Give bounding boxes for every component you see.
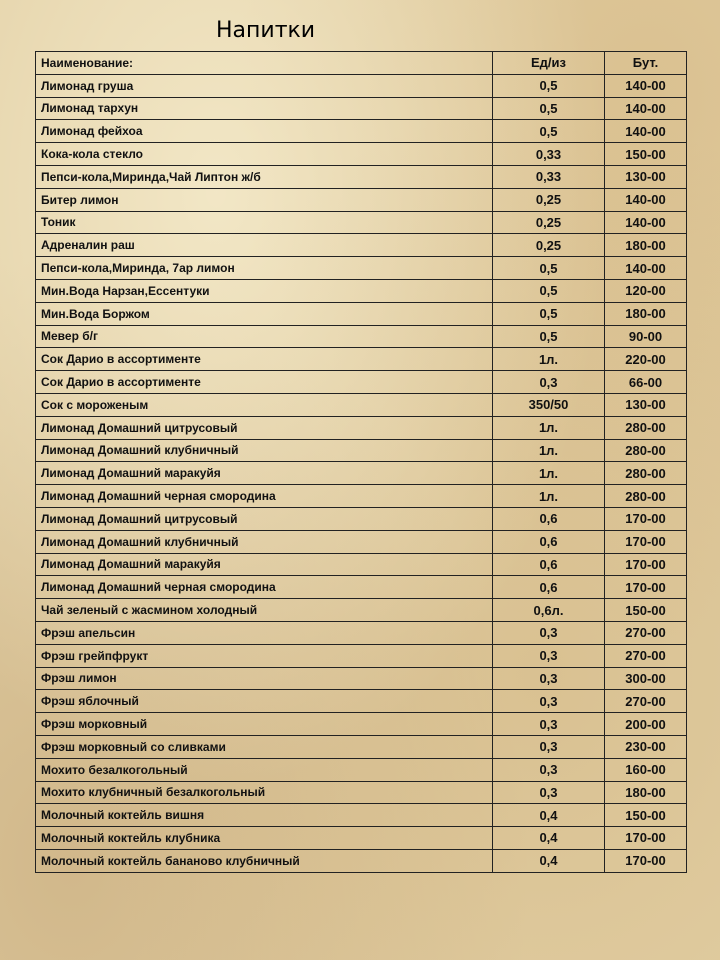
- drink-price: 300-00: [605, 667, 687, 690]
- drink-name: Лимонад Домашний маракуйя: [36, 553, 493, 576]
- table-row: [36, 302, 687, 325]
- drink-price: 270-00: [605, 690, 687, 713]
- drink-name: Пепси-кола,Миринда, 7ар лимон: [36, 257, 493, 280]
- drink-volume: 0,25: [493, 234, 605, 257]
- drink-price: 200-00: [605, 713, 687, 736]
- drink-volume: 350/50: [493, 393, 605, 416]
- table-row: [36, 758, 687, 781]
- drink-name: Тоник: [36, 211, 493, 234]
- drink-volume: 0,3: [493, 621, 605, 644]
- drink-price: 180-00: [605, 234, 687, 257]
- table-row: [36, 279, 687, 302]
- drink-volume: 0,33: [493, 143, 605, 166]
- table-row: [36, 530, 687, 553]
- drink-volume: 1л.: [493, 416, 605, 439]
- drink-name: Битер лимон: [36, 188, 493, 211]
- drink-volume: 0,33: [493, 165, 605, 188]
- drink-volume: 1л.: [493, 462, 605, 485]
- drink-volume: 0,25: [493, 211, 605, 234]
- drink-name: Мохито безалкогольный: [36, 758, 493, 781]
- table-row: [36, 690, 687, 713]
- drink-price: 170-00: [605, 530, 687, 553]
- drink-price: 140-00: [605, 188, 687, 211]
- drink-price: 280-00: [605, 485, 687, 508]
- drink-name: Чай зеленый с жасмином холодный: [36, 599, 493, 622]
- drink-name: Фрэш лимон: [36, 667, 493, 690]
- drink-volume: 0,4: [493, 849, 605, 872]
- table-row: [36, 462, 687, 485]
- drink-name: Лимонад Домашний клубничный: [36, 439, 493, 462]
- drink-volume: 1л.: [493, 439, 605, 462]
- drink-name: Мин.Вода Нарзан,Ессентуки: [36, 279, 493, 302]
- drink-name: Фрэш морковный со сливками: [36, 735, 493, 758]
- drink-name: Лимонад Домашний цитрусовый: [36, 507, 493, 530]
- drink-volume: 0,3: [493, 371, 605, 394]
- drink-name: Сок Дарио в ассортименте: [36, 348, 493, 371]
- drink-price: 280-00: [605, 439, 687, 462]
- table-row: [36, 621, 687, 644]
- table-row: [36, 348, 687, 371]
- drink-name: Молочный коктейль бананово клубничный: [36, 849, 493, 872]
- drink-volume: 0,3: [493, 667, 605, 690]
- drink-price: 220-00: [605, 348, 687, 371]
- drink-name: Лимонад тархун: [36, 97, 493, 120]
- drink-volume: 0,6: [493, 507, 605, 530]
- drink-name: Мин.Вода Боржом: [36, 302, 493, 325]
- drink-name: Сок с мороженым: [36, 393, 493, 416]
- drink-price: 170-00: [605, 507, 687, 530]
- table-row: [36, 325, 687, 348]
- table-row: [36, 371, 687, 394]
- table-row: [36, 74, 687, 97]
- table-row: [36, 165, 687, 188]
- table-row: [36, 211, 687, 234]
- drink-volume: 0,3: [493, 713, 605, 736]
- table-row: [36, 781, 687, 804]
- header-name: Наименование:: [36, 52, 493, 75]
- table-row: [36, 804, 687, 827]
- table-row: [36, 827, 687, 850]
- table-row: [36, 120, 687, 143]
- drink-price: 270-00: [605, 621, 687, 644]
- drink-price: 280-00: [605, 416, 687, 439]
- drink-volume: 0,5: [493, 120, 605, 143]
- drink-name: Сок Дарио в ассортименте: [36, 371, 493, 394]
- table-row: [36, 713, 687, 736]
- table-row: [36, 485, 687, 508]
- drink-price: 130-00: [605, 393, 687, 416]
- table-row: [36, 143, 687, 166]
- drink-price: 170-00: [605, 576, 687, 599]
- drink-name: Пепси-кола,Миринда,Чай Липтон ж/б: [36, 165, 493, 188]
- drink-price: 150-00: [605, 599, 687, 622]
- page-title: Напитки: [216, 18, 316, 43]
- drink-volume: 0,3: [493, 781, 605, 804]
- drink-price: 180-00: [605, 781, 687, 804]
- header-unit: Ед/из: [493, 52, 605, 75]
- drink-name: Лимонад Домашний маракуйя: [36, 462, 493, 485]
- drink-volume: 0,3: [493, 690, 605, 713]
- drink-name: Мевер б/г: [36, 325, 493, 348]
- drink-price: 140-00: [605, 257, 687, 280]
- table-row: [36, 393, 687, 416]
- drink-volume: 0,6: [493, 576, 605, 599]
- drink-name: Лимонад Домашний черная смородина: [36, 576, 493, 599]
- drink-volume: 0,4: [493, 827, 605, 850]
- drink-name: Фрэш грейпфрукт: [36, 644, 493, 667]
- drink-volume: 0,25: [493, 188, 605, 211]
- drink-name: Молочный коктейль клубника: [36, 827, 493, 850]
- table-row: [36, 599, 687, 622]
- table-row: [36, 507, 687, 530]
- drink-name: Мохито клубничный безалкогольный: [36, 781, 493, 804]
- drink-price: 90-00: [605, 325, 687, 348]
- drink-name: Лимонад груша: [36, 74, 493, 97]
- drink-volume: 0,3: [493, 735, 605, 758]
- drink-price: 140-00: [605, 97, 687, 120]
- drink-volume: 1л.: [493, 485, 605, 508]
- drink-price: 230-00: [605, 735, 687, 758]
- header-price: Бут.: [605, 52, 687, 75]
- drink-volume: 0,5: [493, 279, 605, 302]
- drink-name: Фрэш яблочный: [36, 690, 493, 713]
- drink-name: Фрэш морковный: [36, 713, 493, 736]
- table-row: [36, 97, 687, 120]
- table-row: [36, 576, 687, 599]
- drink-volume: 0,6: [493, 530, 605, 553]
- drink-volume: 0,5: [493, 257, 605, 280]
- table-row: [36, 553, 687, 576]
- table-row: [36, 439, 687, 462]
- drink-volume: 0,5: [493, 97, 605, 120]
- drink-volume: 0,6: [493, 553, 605, 576]
- drink-volume: 0,6л.: [493, 599, 605, 622]
- table-row: [36, 849, 687, 872]
- drink-volume: 1л.: [493, 348, 605, 371]
- drink-price: 140-00: [605, 211, 687, 234]
- drink-price: 150-00: [605, 804, 687, 827]
- drink-price: 140-00: [605, 120, 687, 143]
- drink-name: Лимонад Домашний черная смородина: [36, 485, 493, 508]
- drink-name: Адреналин раш: [36, 234, 493, 257]
- table-row: [36, 416, 687, 439]
- drink-volume: 0,5: [493, 74, 605, 97]
- drink-name: Молочный коктейль вишня: [36, 804, 493, 827]
- drink-price: 170-00: [605, 849, 687, 872]
- table-row: [36, 188, 687, 211]
- drink-volume: 0,3: [493, 758, 605, 781]
- drink-price: 120-00: [605, 279, 687, 302]
- table-body: [36, 52, 687, 873]
- drink-name: Лимонад Домашний клубничный: [36, 530, 493, 553]
- table-row: [36, 644, 687, 667]
- drink-price: 140-00: [605, 74, 687, 97]
- table-row: [36, 735, 687, 758]
- drink-price: 66-00: [605, 371, 687, 394]
- drink-price: 130-00: [605, 165, 687, 188]
- drink-price: 270-00: [605, 644, 687, 667]
- drink-price: 160-00: [605, 758, 687, 781]
- drink-volume: 0,5: [493, 302, 605, 325]
- drink-volume: 0,4: [493, 804, 605, 827]
- table-header-row: [36, 52, 687, 75]
- drink-price: 150-00: [605, 143, 687, 166]
- drink-name: Лимонад Домашний цитрусовый: [36, 416, 493, 439]
- drink-name: Кока-кола стекло: [36, 143, 493, 166]
- drink-price: 180-00: [605, 302, 687, 325]
- drink-price: 280-00: [605, 462, 687, 485]
- drink-volume: 0,3: [493, 644, 605, 667]
- drink-name: Лимонад фейхоа: [36, 120, 493, 143]
- table-row: [36, 667, 687, 690]
- drink-name: Фрэш апельсин: [36, 621, 493, 644]
- table-row: [36, 234, 687, 257]
- drink-price: 170-00: [605, 553, 687, 576]
- table-row: [36, 257, 687, 280]
- drinks-price-table: [35, 51, 687, 873]
- drink-volume: 0,5: [493, 325, 605, 348]
- drink-price: 170-00: [605, 827, 687, 850]
